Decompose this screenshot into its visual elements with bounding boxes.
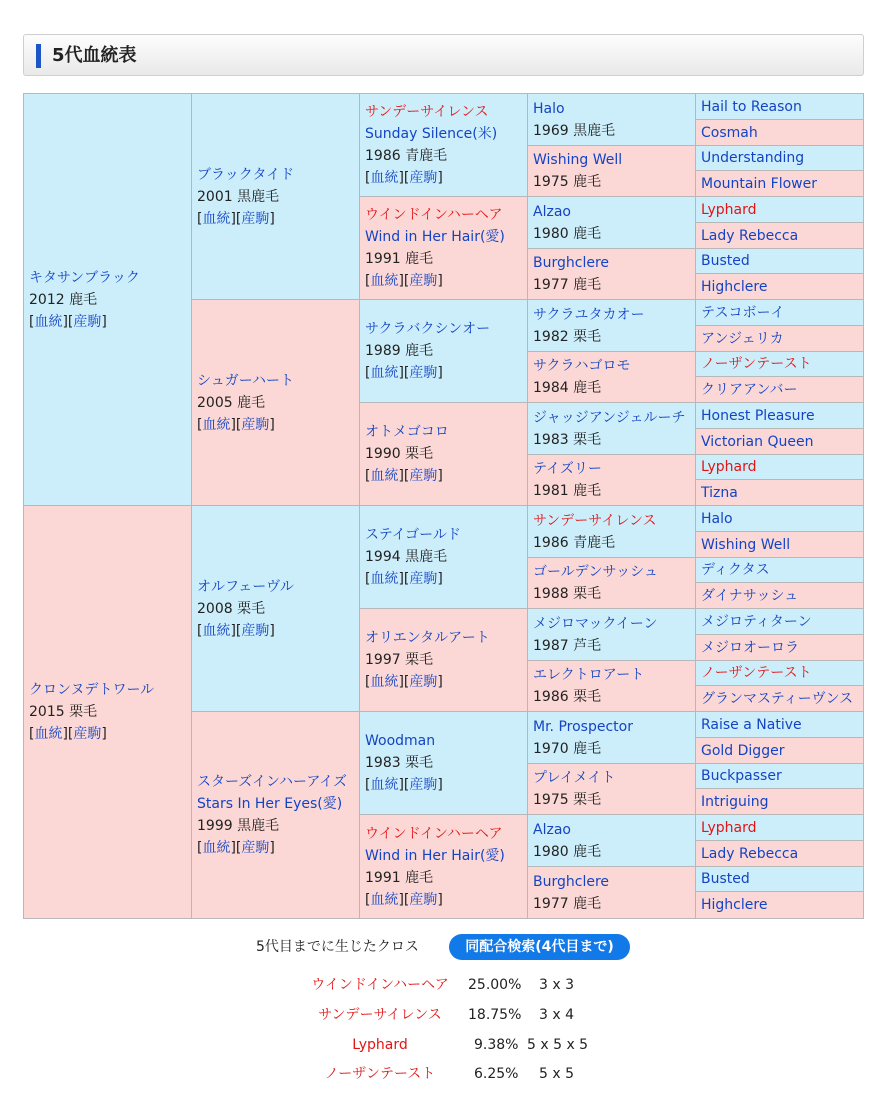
pedigree-cell-gen4 [528, 867, 696, 918]
pedigree-link[interactable]: 血統 [370, 468, 399, 484]
pedigree-cell-gen4 [528, 455, 696, 506]
horse-name-link[interactable]: オトメゴコロ [365, 424, 449, 440]
horse-name-link[interactable]: サンデーサイレンス [365, 104, 489, 120]
horse-year-color: 1977 鹿毛 [533, 277, 602, 293]
horse-name-link[interactable]: ダイナサッシュ [701, 587, 799, 604]
horse-name-link[interactable]: グランマスティーヴンス [701, 690, 854, 707]
pedigree-cell-gen5 [696, 583, 863, 609]
horse-name-link[interactable]: Halo [533, 100, 565, 117]
horse-name-link[interactable]: Honest Pleasure [701, 407, 815, 424]
horse-name-link[interactable]: テイズリー [533, 461, 602, 477]
horse-name-link[interactable]: ステイゴールド [365, 527, 461, 543]
horse-year-color: 2015 栗毛 [29, 704, 98, 720]
pedigree-cell-gen4 [528, 249, 696, 300]
pedigree-links: [血統][産駒] [29, 726, 107, 742]
horse-name-link[interactable]: Highclere [701, 897, 768, 913]
pedigree-cell-gen5 [696, 635, 863, 661]
pedigree-cell-gen4 [528, 403, 696, 455]
cross-horse-link[interactable]: ノーザンテースト [324, 1066, 436, 1082]
pedigree-link[interactable]: 血統 [202, 840, 231, 856]
horse-name-en-link[interactable]: Sunday Silence(米) [365, 126, 498, 142]
horse-year-color: 1990 栗毛 [365, 446, 434, 462]
pedigree-links: [血統][産駒] [29, 313, 107, 330]
pedigree-cell-gen4 [528, 661, 696, 712]
pedigree-cell-gen4 [528, 352, 696, 403]
horse-name-link[interactable]: アンジェリカ [701, 330, 784, 347]
same-cross-search-button[interactable]: 同配合検索(4代目まで) [449, 934, 630, 960]
horse-name-link[interactable]: サクラユタカオー [533, 306, 645, 323]
pedigree-cell-gen5 [696, 892, 863, 918]
pedigree-links: [血統][産駒] [365, 273, 443, 289]
pedigree-cell-gen5 [696, 867, 863, 892]
pedigree-link[interactable]: 血統 [370, 365, 399, 381]
horse-name-link[interactable]: ディクタス [701, 562, 770, 578]
pedigree-cell-gen5 [696, 94, 863, 120]
pedigree-links: [血統][産駒] [197, 840, 275, 856]
pedigree-cell-gen4 [528, 300, 696, 352]
horse-name-link[interactable]: Wishing Well [533, 152, 623, 168]
horse-year-color: 1986 青鹿毛 [533, 534, 616, 551]
pedigree-cell-gen5 [696, 789, 863, 815]
pedigree-cell-gen4 [528, 197, 696, 249]
horse-name-link[interactable]: シュガーハート [197, 372, 295, 389]
horse-name-link[interactable]: メジロオーロラ [701, 639, 799, 656]
horse-name-link[interactable]: Intriguing [701, 793, 769, 810]
horse-name-link[interactable]: Woodman [365, 733, 436, 749]
horse-name-link[interactable]: Busted [701, 871, 750, 887]
pedigree-cell-gen4 [528, 609, 696, 661]
horse-year-color: 2008 栗毛 [197, 600, 266, 617]
horse-year-color: 1969 黒鹿毛 [533, 122, 616, 139]
pedigree-links: [血統][産駒] [365, 571, 443, 587]
horse-year-color: 1975 鹿毛 [533, 174, 602, 190]
horse-year-color: 2012 鹿毛 [29, 291, 98, 308]
pedigree-links: [血統][産駒] [365, 468, 443, 484]
horse-year-color: 1991 鹿毛 [365, 251, 434, 267]
pedigree-cell-gen3 [360, 609, 528, 712]
pedigree-link[interactable]: 血統 [34, 726, 63, 742]
horse-name-link[interactable]: エレクトロアート [533, 667, 645, 683]
section-title: 5代血統表 [52, 45, 137, 66]
horse-name-link[interactable]: キタサンブラック [29, 269, 140, 286]
horse-year-color: 1991 鹿毛 [365, 869, 434, 886]
horse-name-link[interactable]: ウインドインハーヘア [365, 207, 503, 223]
pedigree-table [23, 93, 864, 919]
horse-year-color: 1982 栗毛 [533, 328, 602, 345]
pedigree-links: [血統][産駒] [197, 210, 275, 227]
pedigree-cell-gen4 [528, 94, 696, 146]
progeny-link[interactable]: 産駒 [241, 840, 270, 856]
horse-year-color: 1984 鹿毛 [533, 380, 602, 396]
pedigree-link[interactable]: 血統 [370, 273, 399, 289]
horse-name-link[interactable]: クリアアンバー [701, 381, 798, 398]
horse-year-color: 1988 栗毛 [533, 586, 602, 602]
progeny-link[interactable]: 産駒 [409, 674, 438, 690]
horse-name-link[interactable]: Raise a Native [701, 716, 802, 733]
horse-name-link[interactable]: スターズインハーアイズ [197, 774, 347, 790]
pedigree-links: [血統][産駒] [365, 777, 443, 793]
horse-year-color: 1986 青鹿毛 [365, 148, 448, 164]
pedigree-cell-gen5 [696, 532, 863, 558]
pedigree-cell-gen5 [696, 120, 863, 146]
horse-name-link[interactable]: メジロティターン [701, 613, 812, 630]
pedigree-cell-gen3 [360, 94, 528, 197]
pedigree-cell-gen4 [528, 815, 696, 867]
pedigree-cell-gen5 [696, 377, 863, 403]
pedigree-link[interactable]: 血統 [202, 210, 231, 227]
cross-percent: 9.38% [474, 1037, 519, 1053]
progeny-link[interactable]: 産駒 [409, 170, 438, 186]
pedigree-cell-gen1 [24, 94, 192, 506]
horse-name-link[interactable]: プレイメイト [533, 770, 616, 786]
horse-year-color: 1983 栗毛 [365, 755, 434, 771]
cross-percent: 25.00% [468, 977, 522, 993]
horse-name-link[interactable]: Understanding [701, 150, 805, 166]
pedigree-cell-gen4 [528, 506, 696, 558]
pedigree-cell-gen3 [360, 712, 528, 815]
pedigree-cell-gen5 [696, 223, 863, 249]
horse-name-link[interactable]: Highclere [701, 278, 768, 295]
pedigree-cell-gen5 [696, 300, 863, 326]
cross-label: 5代目までに生じたクロス [256, 939, 419, 955]
pedigree-cell-gen5 [696, 429, 863, 455]
pedigree-cell-gen5 [696, 352, 863, 377]
progeny-link[interactable]: 産駒 [409, 273, 438, 289]
progeny-link[interactable]: 産駒 [409, 365, 438, 381]
section-accent-bar [36, 44, 41, 68]
horse-name-link[interactable]: メジロマックイーン [533, 615, 658, 632]
pedigree-cell-gen5 [696, 403, 863, 429]
horse-year-color: 2001 黒鹿毛 [197, 188, 280, 205]
pedigree-link[interactable]: 血統 [202, 622, 231, 639]
pedigree-cell-gen2 [192, 712, 360, 918]
horse-name-link[interactable]: Lady Rebecca [701, 845, 799, 862]
horse-name-link[interactable]: Victorian Queen [701, 433, 814, 450]
horse-name-link[interactable]: ゴールデンサッシュ [533, 564, 658, 580]
cross-row [0, 1004, 881, 1026]
horse-name-link[interactable]: ブラックタイド [197, 166, 295, 183]
pedigree-cell-gen5 [696, 815, 863, 841]
horse-name-en-link[interactable]: Wind in Her Hair(愛) [365, 847, 505, 864]
pedigree-link[interactable]: 血統 [370, 674, 399, 690]
horse-name-link[interactable]: ノーザンテースト [701, 356, 812, 372]
pedigree-link[interactable]: 血統 [34, 313, 63, 330]
cross-row [0, 1063, 881, 1085]
horse-name-en-link[interactable]: Stars In Her Eyes(愛) [197, 796, 343, 812]
cross-horse-link[interactable]: ウインドインハーヘア [311, 977, 449, 993]
cross-percent: 18.75% [468, 1007, 522, 1023]
horse-name-link[interactable]: Buckpasser [701, 768, 782, 784]
pedigree-cell-gen5 [696, 480, 863, 506]
horse-year-color: 1970 鹿毛 [533, 740, 602, 757]
pedigree-cell-gen3 [360, 300, 528, 403]
pedigree-cell-gen3 [360, 506, 528, 609]
cross-generations: 5 x 5 [539, 1066, 574, 1082]
horse-year-color: 1975 栗毛 [533, 792, 602, 808]
pedigree-cell-gen5 [696, 506, 863, 532]
pedigree-cell-gen5 [696, 686, 863, 712]
pedigree-cell-gen2 [192, 506, 360, 712]
horse-year-color: 1980 鹿毛 [533, 843, 602, 860]
pedigree-cell-gen4 [528, 712, 696, 764]
horse-name-link[interactable]: ジャッジアンジェルーチ [533, 409, 686, 426]
pedigree-cell-gen3 [360, 197, 528, 300]
horse-name-link[interactable]: Alzao [533, 821, 571, 838]
horse-year-color: 1987 芦毛 [533, 637, 602, 654]
horse-year-color: 1989 鹿毛 [365, 343, 434, 359]
pedigree-links: [血統][産駒] [365, 891, 443, 908]
pedigree-links: [血統][産駒] [197, 622, 275, 639]
horse-name-link[interactable]: テスコボーイ [701, 304, 785, 321]
horse-name-link[interactable]: Halo [701, 510, 733, 527]
horse-name-link[interactable]: Mr. Prospector [533, 718, 633, 735]
pedigree-cell-gen5 [696, 558, 863, 583]
pedigree-cell-gen5 [696, 712, 863, 738]
pedigree-cell-gen4 [528, 558, 696, 609]
horse-year-color: 1986 栗毛 [533, 689, 602, 705]
horse-name-link[interactable]: Lady Rebecca [701, 227, 799, 244]
pedigree-cell-gen3 [360, 403, 528, 506]
progeny-link[interactable]: 産駒 [73, 726, 102, 742]
progeny-link[interactable]: 産駒 [241, 210, 270, 227]
horse-year-color: 1997 栗毛 [365, 652, 434, 668]
pedigree-cell-gen2 [192, 300, 360, 506]
horse-name-link[interactable]: Wishing Well [701, 536, 791, 553]
pedigree-cell-gen5 [696, 326, 863, 352]
pedigree-cell-gen5 [696, 249, 863, 274]
horse-name-link[interactable]: サクラハゴロモ [533, 358, 631, 374]
section-header [23, 34, 864, 76]
horse-name-link[interactable]: オルフェーヴル [197, 578, 294, 595]
pedigree-cell-gen5 [696, 274, 863, 300]
horse-name-link[interactable]: Burghclere [533, 255, 610, 271]
pedigree-links: [血統][産駒] [365, 365, 443, 381]
pedigree-link[interactable]: 血統 [370, 170, 399, 186]
horse-name-link[interactable]: Tizna [701, 484, 738, 501]
pedigree-cell-gen5 [696, 197, 863, 223]
pedigree-cell-gen5 [696, 841, 863, 867]
cross-row [0, 1034, 881, 1056]
progeny-link[interactable]: 産駒 [241, 416, 270, 433]
cross-generations: 3 x 3 [539, 977, 574, 993]
horse-year-color: 2005 鹿毛 [197, 394, 266, 411]
horse-name-link[interactable]: Cosmah [701, 124, 758, 141]
horse-name-link[interactable]: Lyphard [701, 459, 757, 475]
pedigree-link[interactable]: 血統 [370, 571, 399, 587]
progeny-link[interactable]: 産駒 [409, 777, 438, 793]
progeny-link[interactable]: 産駒 [73, 313, 102, 330]
cross-generations: 5 x 5 x 5 [527, 1037, 589, 1053]
pedigree-cell-gen5 [696, 455, 863, 480]
pedigree-links: [血統][産駒] [197, 416, 275, 433]
horse-year-color: 1999 黒鹿毛 [197, 818, 280, 834]
progeny-link[interactable]: 産駒 [241, 622, 270, 639]
horse-name-link[interactable]: Alzao [533, 203, 571, 220]
cross-row [0, 974, 881, 996]
horse-year-color: 1994 黒鹿毛 [365, 549, 448, 565]
cross-horse-link[interactable]: サンデーサイレンス [318, 1007, 442, 1023]
horse-name-link[interactable]: クロンヌデトワール [29, 682, 155, 698]
horse-name-link[interactable]: サンデーサイレンス [533, 512, 657, 529]
horse-name-link[interactable]: Busted [701, 253, 750, 269]
cross-percent: 6.25% [474, 1066, 519, 1082]
progeny-link[interactable]: 産駒 [409, 571, 438, 587]
horse-name-link[interactable]: Hail to Reason [701, 98, 802, 115]
pedigree-links: [血統][産駒] [365, 170, 443, 186]
cross-generations: 3 x 4 [539, 1007, 574, 1023]
pedigree-cell-gen5 [696, 738, 863, 764]
horse-name-link[interactable]: ノーザンテースト [701, 665, 812, 681]
pedigree-cell-gen4 [528, 146, 696, 197]
horse-year-color: 1981 鹿毛 [533, 483, 602, 499]
horse-year-color: 1980 鹿毛 [533, 225, 602, 242]
horse-name-link[interactable]: Gold Digger [701, 742, 785, 759]
horse-name-en-link[interactable]: Wind in Her Hair(愛) [365, 229, 505, 245]
pedigree-cell-gen5 [696, 609, 863, 635]
pedigree-link[interactable]: 血統 [370, 777, 399, 793]
pedigree-cell-gen5 [696, 661, 863, 686]
horse-year-color: 1977 鹿毛 [533, 895, 602, 912]
pedigree-cell-gen3 [360, 815, 528, 918]
pedigree-link[interactable]: 血統 [370, 891, 399, 908]
horse-name-link[interactable]: Mountain Flower [701, 175, 817, 192]
pedigree-cell-gen4 [528, 764, 696, 815]
horse-name-link[interactable]: Burghclere [533, 873, 610, 890]
pedigree-cell-gen5 [696, 171, 863, 197]
cross-horse-link[interactable]: Lyphard [352, 1037, 408, 1053]
pedigree-cell-gen5 [696, 764, 863, 789]
progeny-link[interactable]: 産駒 [409, 468, 438, 484]
progeny-link[interactable]: 産駒 [409, 891, 438, 908]
pedigree-link[interactable]: 血統 [202, 416, 231, 433]
horse-name-link[interactable]: Lyphard [701, 819, 757, 836]
pedigree-cell-gen1 [24, 506, 192, 918]
horse-name-link[interactable]: Lyphard [701, 201, 757, 218]
horse-name-link[interactable]: ウインドインハーヘア [365, 825, 503, 842]
pedigree-cell-gen2 [192, 94, 360, 300]
horse-name-link[interactable]: オリエンタルアート [365, 630, 490, 646]
horse-year-color: 1983 栗毛 [533, 431, 602, 448]
horse-name-link[interactable]: サクラバクシンオー [365, 321, 491, 337]
pedigree-links: [血統][産駒] [365, 674, 443, 690]
pedigree-cell-gen5 [696, 146, 863, 171]
